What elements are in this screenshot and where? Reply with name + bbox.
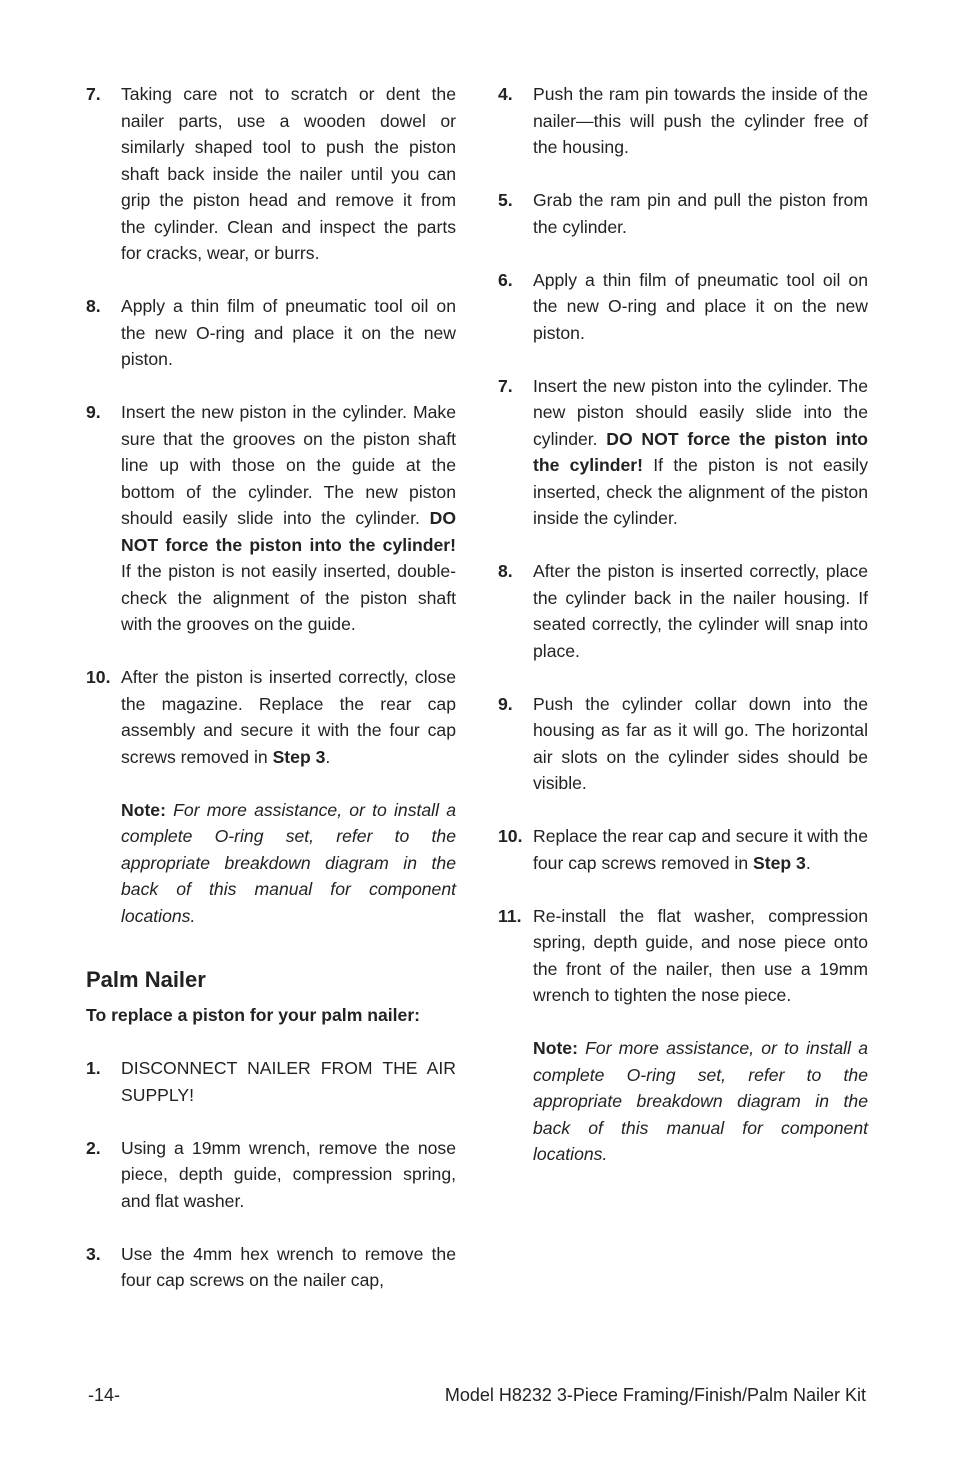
step-text: Insert the new piston in the cylinder. Make sure that the grooves on the piston shaft line up with those on the guide at the bottom of the cylinder. The new piston should easily slide into the cylinder.	[121, 402, 456, 528]
step-text-bold: DO NOT force the piston into the cylinder!	[121, 508, 456, 555]
left-steps-top	[86, 81, 456, 770]
step-number: 9.	[86, 402, 101, 422]
note-text: For more assistance, or to install a complete O-ring set, refer to the appropriate breakdown diagram in the back of this manual for component locations.	[121, 799, 456, 926]
step-text: If the piston is not easily inserted, check the alignment of the piston inside the cylinder.	[533, 455, 868, 528]
step-text: If the piston is not easily inserted, double-check the alignment of the piston shaft with the grooves on the guide.	[121, 561, 456, 634]
section-heading: Palm Nailer	[86, 967, 206, 992]
step-item	[498, 81, 868, 161]
step-item	[86, 81, 456, 267]
step-item	[86, 399, 456, 638]
step-item	[498, 187, 868, 240]
step-text: Apply a thin film of pneumatic tool oil on the new O-ring and place it on the new piston.	[121, 296, 456, 369]
model-line: Model H8232 3-Piece Framing/Finish/Palm Nailer Kit	[444, 1385, 866, 1405]
step-item	[498, 691, 868, 797]
left-column	[86, 81, 456, 1320]
right-note	[498, 1035, 868, 1168]
left-note	[86, 797, 456, 930]
step-text: Insert the new piston into the cylinder. The new piston should easily slide into the cylinder.	[533, 375, 868, 449]
step-text: Apply a thin film of pneumatic tool oil on the new O-ring and place it on the new piston.	[533, 269, 868, 343]
note-text: For more assistance, or to install a complete O-ring set, refer to the appropriate breakdown diagram in the back of this manual for component locations.	[533, 1038, 868, 1164]
step-text-bold: Step 3	[753, 852, 806, 873]
note-label: Note:	[533, 1038, 578, 1058]
step-item	[86, 1055, 456, 1108]
step-number: 10.	[86, 667, 111, 687]
step-number: 10.	[498, 826, 523, 846]
step-text: Using a 19mm wrench, remove the nose piece, depth guide, compression spring, and flat washer.	[121, 1137, 456, 1211]
step-text: After the piston is inserted correctly, place the cylinder back in the nailer housing. If seated correctly, the cylinder will snap into place.	[533, 561, 868, 661]
step-item	[86, 1135, 456, 1215]
step-item	[498, 558, 868, 664]
step-number: 5.	[498, 190, 513, 210]
step-item	[86, 293, 456, 373]
step-number: 3.	[86, 1243, 101, 1264]
step-number: 7.	[86, 84, 101, 104]
page-number: -14-	[88, 1385, 121, 1405]
step-number: 8.	[86, 296, 101, 316]
right-column	[498, 81, 868, 1194]
step-number: 4.	[498, 84, 513, 104]
step-text: Push the ram pin towards the inside of the nailer—this will push the cylinder free of the housing.	[533, 84, 868, 157]
step-item	[498, 903, 868, 1009]
step-item	[86, 1241, 456, 1294]
step-text: Push the cylinder collar down into the housing as far as it will go. The horizontal air slots on the cylinder sides should be visible.	[533, 693, 868, 793]
step-text: Replace the rear cap and secure it with the four cap screws removed in	[533, 826, 868, 873]
step-item	[498, 373, 868, 532]
step-text: Re-install the flat washer, compression spring, depth guide, and nose piece onto the front of the nailer, then use a 19mm wrench to tighten the nose piece.	[533, 905, 868, 1005]
step-text: .	[325, 746, 331, 767]
step-text-bold: Step 3	[272, 746, 326, 767]
step-number: 6.	[498, 269, 513, 290]
left-steps-bottom	[86, 1055, 456, 1294]
step-number: 9.	[498, 693, 513, 714]
step-item	[86, 664, 456, 770]
note-label: Note:	[121, 799, 166, 820]
step-text: .	[805, 852, 811, 873]
step-text: DISCONNECT NAILER FROM THE AIR SUPPLY!	[121, 1058, 456, 1105]
step-number: 11.	[498, 905, 522, 926]
step-number: 1.	[86, 1058, 101, 1078]
step-item	[498, 267, 868, 347]
step-number: 7.	[498, 375, 513, 396]
step-text: Grab the ram pin and pull the piston from the cylinder.	[533, 190, 868, 237]
step-text-bold: DO NOT force the piston into the cylinder!	[533, 428, 868, 475]
step-number: 2.	[86, 1137, 101, 1158]
right-steps	[498, 81, 868, 1009]
section-intro: To replace a piston for your palm nailer:	[86, 1005, 421, 1025]
step-text: Taking care not to scratch or dent the nailer parts, use a wooden dowel or similarly shaped tool to push the piston shaft back inside the nailer until you can grip the piston head and remove it from the cylinder. Clean and inspect the parts for cracks, wear, or burrs.	[121, 84, 456, 263]
step-text: After the piston is inserted correctly, close the magazine. Replace the rear cap assembly and secure it with the four cap screws removed in	[121, 667, 456, 767]
step-item	[498, 823, 868, 876]
step-number: 8.	[498, 561, 513, 581]
step-text: Use the 4mm hex wrench to remove the four cap screws on the nailer cap,	[121, 1243, 456, 1290]
